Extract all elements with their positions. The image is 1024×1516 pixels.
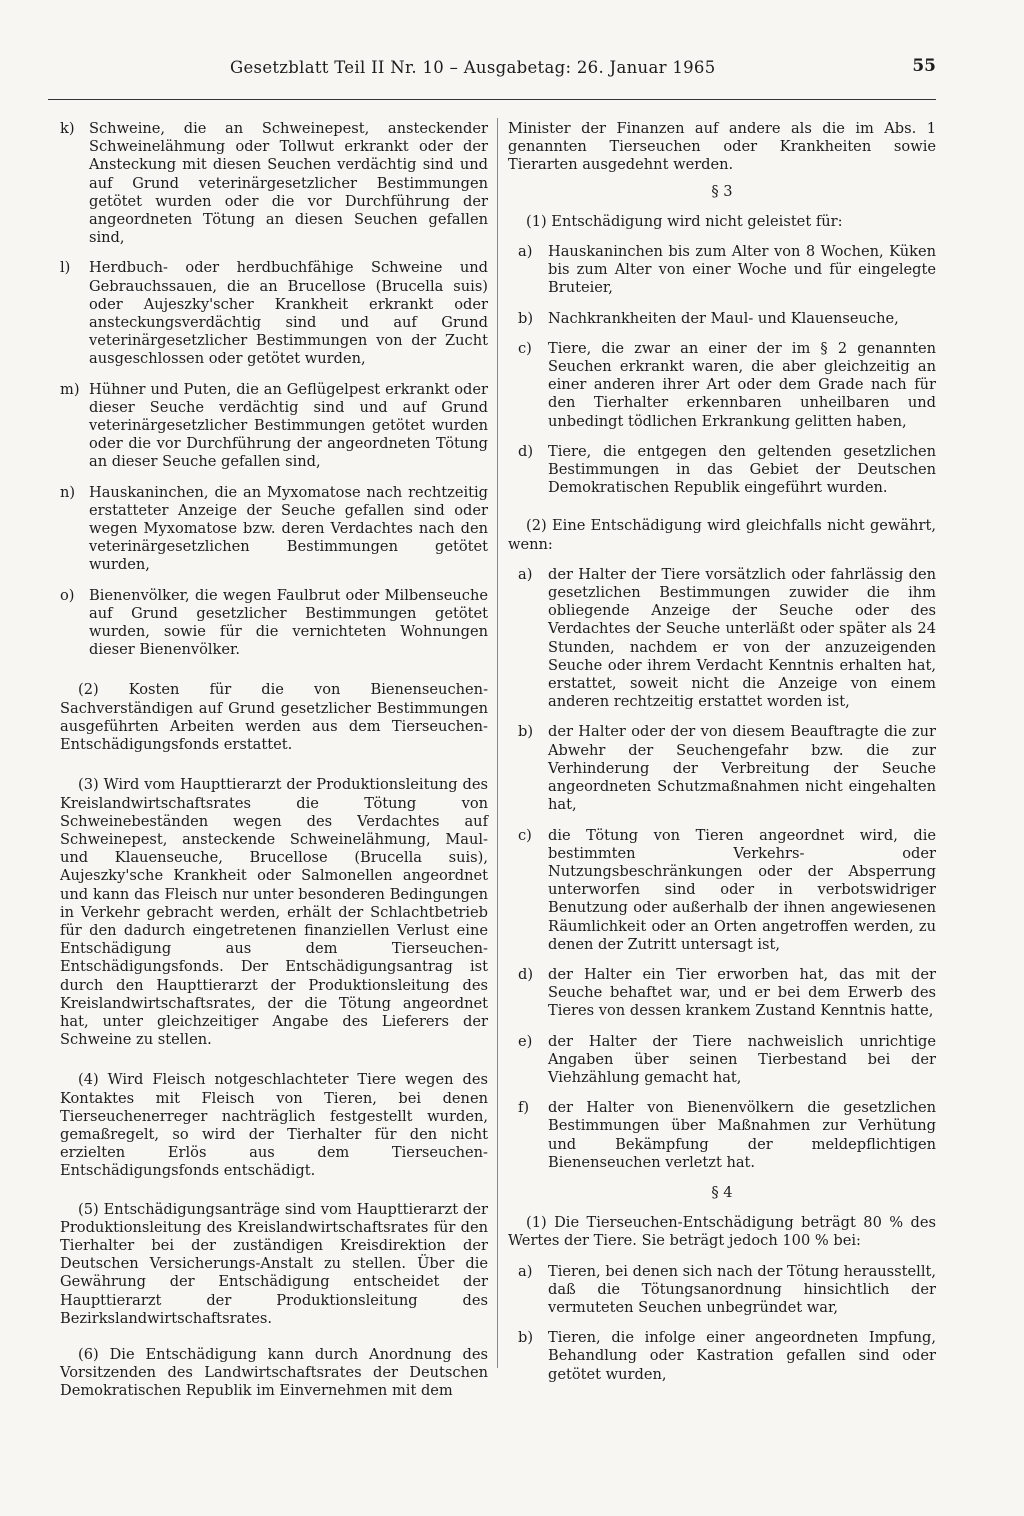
item-label: f) [518, 1099, 530, 1117]
item-text: der Halter der Tiere nachweislich unrichtige Angaben über seinen Tierbestand bei der Viehzählung gemacht hat, [548, 1032, 936, 1086]
list-item [508, 443, 936, 498]
right-column [508, 120, 936, 1396]
item-text: Tiere, die entgegen den geltenden gesetzlichen Bestimmungen in das Gebiet der Deutschen Demokratischen Republik eingeführt wurden. [548, 442, 936, 497]
item-text: Tieren, die infolge einer angeordneten Impfung, Behandlung oder Kastration gefallen sind oder getötet wurden, [548, 1329, 936, 1383]
item-text: Hauskaninchen bis zum Alter von 8 Wochen, Küken bis zum Alter von einer Woche und für eingelegte Bruteier, [548, 243, 936, 297]
item-text: Bienenvölker, die wegen Faulbrut oder Milbenseuche auf Grund gesetzlicher Bestimmungen getötet wurden, sowie für die vernichteten Wohnungen dieser Bienenvölker. [89, 586, 488, 659]
left-column [60, 120, 488, 1415]
header-title: Gesetzblatt Teil II Nr. 10 – Ausgabetag: 26. Januar 1965 [230, 58, 716, 77]
list-item [60, 120, 488, 247]
column-divider [497, 118, 498, 1368]
page-number: 55 [912, 56, 936, 76]
item-text: die Tötung von Tieren angeordnet wird, die bestimmten Verkehrs- oder Nutzungsbeschränkungen oder der Absperrung unterworfen sind oder in verbotswidriger Benutzung oder außerhalb der ihnen angewiesenen Räumlichkeit oder an Orten angetroffen werden, zu denen der Zutritt untersagt ist, [548, 826, 936, 953]
item-label: a) [518, 1262, 533, 1280]
item-label: b) [518, 1329, 534, 1347]
section-heading: § 4 [711, 1183, 733, 1201]
item-text: Hühner und Puten, die an Geflügelpest erkrankt oder dieser Seuche verdächtig sind und auf Grund veterinärgesetzlicher Bestimmungen getötet wurden oder die vor Durchführung der angeordneten Tötung an dieser Seuche gefallen sind, [89, 380, 488, 471]
list-item [508, 566, 936, 712]
paragraph: (3) Wird vom Haupttierarzt der Produktionsleitung des Kreislandwirtschaftsrates die Tötung von Schweinebeständen wegen des Verdachtes auf Schweinepest, ansteckende Schweinelähmung, Maul- und Klauenseuche, Brucellose (Brucella suis), Aujeszky'sche Krankheit oder Salmonellen angeordnet und kann das Fleisch nur unter besonderen Bedingungen in Verkehr gebracht werden, erhält der Schlachtbetrieb für den dadurch eingetretenen finanziellen Verlust eine Entschädigung aus dem Tierseuchen-Entschädigungsfonds. Der Entschädigungsantrag ist durch den Haupttierarzt der Produktionsleitung des Kreislandwirtschaftsrates, der die Tötung angeordnet hat, unter gleichzeitiger Angabe des Lieferers der Schweine zu stellen. [60, 776, 488, 1049]
list-item [508, 966, 936, 1021]
item-label: d) [518, 965, 534, 983]
item-label: b) [518, 723, 534, 741]
paragraph: (4) Wird Fleisch notgeschlachteter Tiere wegen des Kontaktes mit Fleisch von Tieren, bei denen Tierseuchenerreger nachträglich festgestellt wurden, gemaßregelt, so wird der Tierhalter für den nicht erzielten Erlös aus dem Tierseuchen-Entschädigungsfonds entschädigt. [60, 1071, 488, 1180]
paragraph: (1) Die Tierseuchen-Entschädigung beträgt 80 % des Wertes der Tiere. Sie beträgt jedoch 100 % bei: [508, 1214, 936, 1250]
item-text: Tieren, bei denen sich nach der Tötung herausstellt, daß die Tötungsanordnung hinsichtlich der vermuteten Seuchen unbegründet war, [548, 1262, 936, 1316]
list-item [60, 484, 488, 575]
list-item [60, 381, 488, 472]
item-label: d) [518, 442, 534, 460]
item-text: der Halter ein Tier erworben hat, das mit der Seuche behaftet war, und er bei dem Erwerb des Tieres von dessen krankem Zustand Kenntnis hatte, [548, 965, 936, 1020]
item-label: c) [518, 826, 532, 844]
page-header [60, 58, 936, 88]
item-label: m) [60, 380, 80, 398]
item-text: der Halter oder der von diesem Beauftragte die zur Abwehr der Seuchengefahr bzw. die zur Verhinderung der Verbreitung der Seuche angeordneten Schutzmaßnahmen nicht eingehalten hat, [548, 723, 936, 814]
list-item [60, 587, 488, 660]
item-text: Schweine, die an Schweinepest, ansteckender Schweinelähmung oder Tollwut erkrankt oder der Ansteckung mit diesen Seuchen verdächtig sind und auf Grund veterinärgesetzlicher Bestimmungen getötet wurden oder die vor Durchführung der angeordneten Tötung an diesen Seuchen gefallen sind, [89, 120, 488, 247]
list-item [508, 1329, 936, 1384]
paragraph: (2) Kosten für die von Bienenseuchen-Sachverständigen auf Grund gesetzlicher Bestimmungen ausgeführten Arbeiten werden aus dem Tierseuchen-Entschädigungsfonds erstattet. [60, 681, 488, 754]
item-label: b) [518, 309, 534, 327]
item-text: Nachkrankheiten der Maul- und Klauenseuche, [548, 309, 899, 327]
item-label: e) [518, 1032, 533, 1050]
list-item [508, 723, 936, 814]
list-item [508, 1033, 936, 1088]
list-item [508, 1099, 936, 1172]
list-item [508, 340, 936, 431]
section-heading: § 3 [711, 182, 733, 200]
paragraph: (2) Eine Entschädigung wird gleichfalls nicht gewährt, wenn: [508, 517, 936, 553]
item-label: k) [60, 120, 75, 137]
header-rule [48, 99, 936, 100]
list-item [60, 259, 488, 368]
item-text: der Halter der Tiere vorsätzlich oder fahrlässig den gesetzlichen Bestimmungen zuwider die ihm obliegende Anzeige der Seuche oder des Verdachtes der Seuche unterläßt oder später als 24 Stunden, nachdem er von der anzuzeigenden Seuche oder ihrem Verdacht Kenntnis erhalten hat, erstattet, soweit nicht die Anzeige von einem anderen rechtzeitig erstattet worden ist, [548, 565, 936, 711]
list-item [508, 310, 936, 328]
item-label: c) [518, 339, 532, 357]
item-label: l) [60, 259, 71, 277]
item-label: n) [60, 483, 76, 501]
paragraph: (5) Entschädigungsanträge sind vom Haupttierarzt der Produktionsleitung des Kreislandwirtschaftsrates für den Tierhalter bei der zuständigen Kreisdirektion der Deutschen Versicherungs-Anstalt zu stellen. Über die Gewährung der Entschädigung entscheidet der Haupttierarzt der Produktionsleitung des Bezirkslandwirtschaftsrates. [60, 1200, 488, 1327]
continuation-paragraph: Minister der Finanzen auf andere als die im Abs. 1 genannten Tierseuchen oder Krankheiten sowie Tierarten ausgedehnt werden. [508, 120, 936, 174]
list-item [508, 1263, 936, 1318]
paragraph: (6) Die Entschädigung kann durch Anordnung des Vorsitzenden des Landwirtschaftsrates der Deutschen Demokratischen Republik im Einvernehmen mit dem [60, 1345, 488, 1400]
item-text: Herdbuch- oder herdbuchfähige Schweine und Gebrauchssauen, die an Brucellose (Brucella suis) oder Aujeszky'scher Krankheit erkrankt oder ansteckungsverdächtig sind und auf Grund veterinärgesetzlicher Bestimmungen von der Zucht ausgeschlossen oder getötet wurden, [89, 259, 488, 368]
item-label: a) [518, 565, 533, 583]
item-text: Tiere, die zwar an einer der im § 2 genannten Seuchen erkrankt waren, die aber gleichzeitig an einer anderen ihrer Art oder dem Grade nach für den Tierhalter erkennbaren unheilbaren und unbedingt tödlichen Erkrankung gelitten haben, [548, 339, 936, 430]
item-label: a) [518, 243, 533, 261]
list-item [508, 243, 936, 298]
item-label: o) [60, 586, 75, 604]
item-text: Hauskaninchen, die an Myxomatose nach rechtzeitig erstatteter Anzeige der Seuche gefallen sind oder wegen Myxomatose bzw. deren Verdachtes nach den veterinärgesetzlichen Bestimmungen getötet wurden, [89, 483, 488, 574]
item-text: der Halter von Bienenvölkern die gesetzlichen Bestimmungen über Maßnahmen zur Verhütung und Bekämpfung der meldepflichtigen Bienenseuchen verletzt hat. [548, 1099, 936, 1171]
paragraph: (1) Entschädigung wird nicht geleistet für: [526, 212, 843, 230]
list-item [508, 827, 936, 954]
